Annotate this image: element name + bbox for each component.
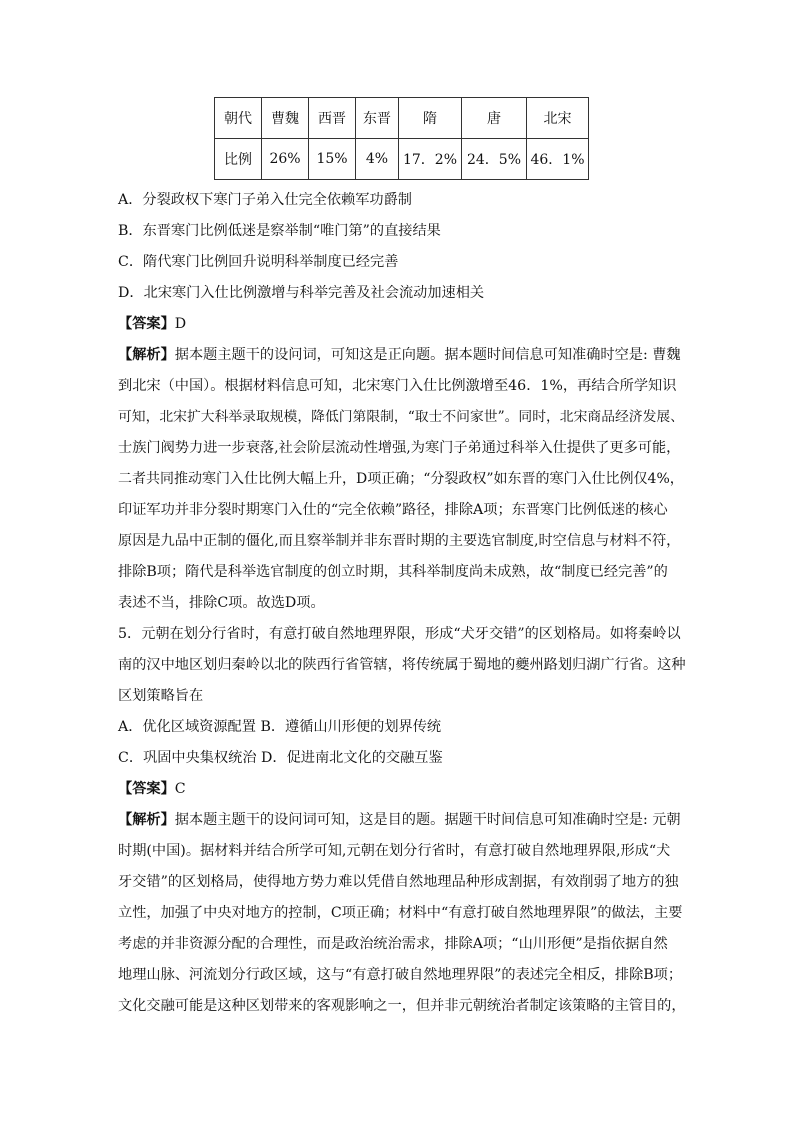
q4-answer xyxy=(118,309,688,340)
q4-analysis-line: 原因是九品中正制的僵化,而且察举制并非东晋时期的主要选官制度,时空信息与材料不符， xyxy=(118,533,681,549)
q4-analysis-line: 到北宋（中国）。根据材料信息可知，北宋寒门入仕比例激增至46．1%，再结合所学知识 xyxy=(118,378,677,394)
answer-value: C xyxy=(174,781,186,797)
q4-analysis-line: 二者共同推动寒门入仕比例大幅上升，D项正确；“分裂政权”如东晋的寒门入仕比例仅4%， xyxy=(118,471,684,487)
q5-stem-line: 5．元朝在划分行省时，有意打破自然地理界限，形成“犬牙交错”的区划格局。如将秦岭以 xyxy=(118,626,681,642)
table-cell: 唐 xyxy=(462,98,527,139)
q4-analysis-line xyxy=(118,340,688,371)
table-cell: 比例 xyxy=(215,139,262,180)
table-cell: 4% xyxy=(356,139,399,180)
body-text xyxy=(118,185,688,1022)
q5-analysis-line: 文化交融可能是这种区划带来的客观影响之一，但并非元朝统治者制定该策略的主管目的， xyxy=(118,998,686,1014)
table-cell: 朝代 xyxy=(215,98,262,139)
q5-analysis-line: 考虑的并非资源分配的合理性，而是政治统治需求，排除A项；“山川形便”是指依据自然 xyxy=(118,936,668,952)
table-cell: 曹魏 xyxy=(262,98,309,139)
analysis-text: 据本题主题干的设问词可知，这是目的题。据题干时间信息可知准确时空是: 元朝 xyxy=(174,812,681,828)
answer-label: 【答案】 xyxy=(118,316,175,332)
q5-analysis-line: 地理山脉、河流划分行政区域，这与“有意打破自然地理界限”的表述完全相反，排除B项； xyxy=(118,967,683,983)
table-row xyxy=(215,139,589,180)
table-cell: 西晋 xyxy=(309,98,356,139)
table-cell: 46．1% xyxy=(527,139,589,180)
q4-option-c: C．隋代寒门比例回升说明科举制度已经完善 xyxy=(118,254,399,270)
table-cell: 26% xyxy=(262,139,309,180)
q4-analysis-line: 可知，北宋扩大科举录取规模，降低门第限制，“取士不问家世”。同时，北宋商品经济发展、 xyxy=(118,409,684,425)
table-cell: 隋 xyxy=(399,98,462,139)
q5-stem-line: 区划策略旨在 xyxy=(118,688,204,704)
table-header-row xyxy=(215,98,589,139)
answer-value: D xyxy=(174,316,187,332)
q5-stem-line: 南的汉中地区划归秦岭以北的陕西行省管辖，将传统属于蜀地的夔州路划归湖广行省。这种 xyxy=(118,657,686,673)
table-cell: 17．2% xyxy=(399,139,462,180)
q4-option-a: A．分裂政权下寒门子弟入仕完全依赖军功爵制 xyxy=(118,192,412,208)
q4-analysis-line: 印证军功并非分裂时期寒门入仕的“完全依赖”路径，排除A项；东晋寒门比例低迷的核心 xyxy=(118,502,668,518)
table-cell: 15% xyxy=(309,139,356,180)
q4-option-d: D．北宋寒门入仕比例激增与科举完善及社会流动加速相关 xyxy=(118,285,485,301)
analysis-label: 【解析】 xyxy=(118,347,175,363)
analysis-text: 据本题主题干的设问词，可知这是正向题。据本题时间信息可知准确时空是: 曹魏 xyxy=(174,347,681,363)
q5-answer xyxy=(118,774,688,805)
q5-analysis-line: 牙交错”的区划格局，使得地方势力难以凭借自然地理品种形成割据，有效削弱了地方的独 xyxy=(118,874,679,890)
q4-option-b: B．东晋寒门比例低迷是察举制“唯门第”的直接结果 xyxy=(118,223,441,239)
q4-analysis-line: 表述不当，排除C项。故选D项。 xyxy=(118,595,325,611)
q5-analysis-line xyxy=(118,805,688,836)
q4-analysis-line: 排除B项；隋代是科举选官制度的创立时期，其科举制度尚未成熟，故“制度已经完善”的 xyxy=(118,564,668,580)
answer-label: 【答案】 xyxy=(118,781,175,797)
table-cell: 北宋 xyxy=(527,98,589,139)
table-cell: 24．5% xyxy=(462,139,527,180)
q5-options-line: C．巩固中央集权统治 D．促进南北文化的交融互鉴 xyxy=(118,750,443,766)
q5-analysis-line: 时期(中国)。据材料并结合所学可知,元朝在划分行省时，有意打破自然地理界限,形成“犬 xyxy=(118,843,671,859)
dynasty-ratio-table xyxy=(214,97,589,180)
analysis-label: 【解析】 xyxy=(118,812,175,828)
q4-analysis-line: 士族门阀势力进一步衰落,社会阶层流动性增强,为寒门子弟通过科举入仕提供了更多可能， xyxy=(118,440,681,456)
table-cell: 东晋 xyxy=(356,98,399,139)
q5-options-line: A．优化区域资源配置 B．遵循山川形便的划界传统 xyxy=(118,719,442,735)
q5-analysis-line: 立性，加强了中央对地方的控制，C项正确；材料中“有意打破自然地理界限”的做法，主要 xyxy=(118,905,683,921)
